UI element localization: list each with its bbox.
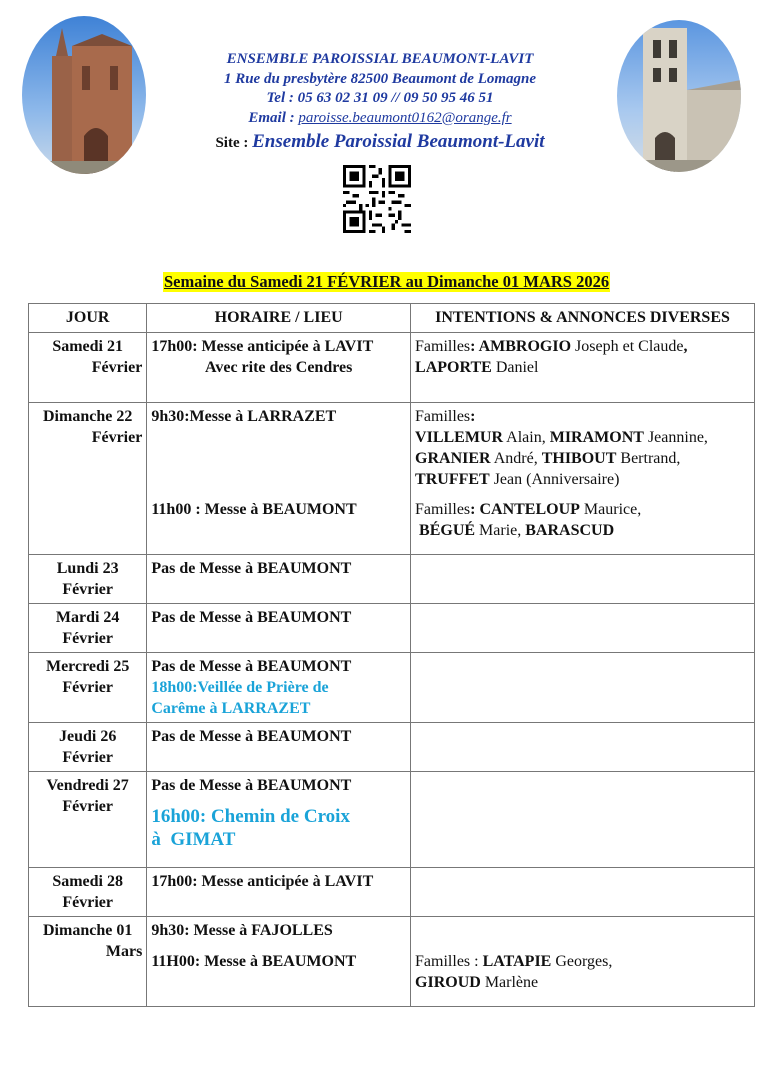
email-link[interactable]: paroisse.beaumont0162@orange.fr — [298, 109, 512, 126]
intent-cell — [411, 723, 755, 772]
table-row — [29, 868, 755, 917]
way-of-cross-line: 16h00: Chemin de Croix — [151, 806, 350, 827]
table-row — [29, 723, 755, 772]
mass-cell: Pas de Messe à BEAUMONT — [147, 555, 411, 604]
qr-code — [343, 165, 411, 233]
mass-cell: Pas de Messe à BEAUMONT — [147, 723, 411, 772]
intent-cell — [411, 604, 755, 653]
table-row — [29, 772, 755, 868]
address: 1 Rue du presbytère 82500 Beaumont de Lomagne — [223, 70, 537, 87]
table-header-row — [29, 304, 755, 333]
intent-cell: Familles : LATAPIE Georges, GIROUD Marlène — [411, 917, 755, 1007]
table-row — [29, 653, 755, 723]
schedule-table — [28, 303, 755, 1007]
table-row — [29, 333, 755, 403]
intent-cell: Familles: AMBROGIO Joseph et Claude, LAPORTE Daniel — [411, 333, 755, 403]
day-cell: Vendredi 27 Février — [29, 772, 147, 868]
org-name: ENSEMBLE PAROISSIAL BEAUMONT-LAVIT — [226, 51, 534, 67]
day-cell: Lundi 23 Février — [29, 555, 147, 604]
week-title: Semaine du Samedi 21 FÉVRIER au Dimanche 01 MARS 2026 — [164, 272, 610, 291]
way-of-cross-line: à GIMAT — [151, 829, 236, 850]
email-label: Email : — [248, 109, 299, 126]
table-row — [29, 917, 755, 1007]
day-cell: Jeudi 26 Février — [29, 723, 147, 772]
mass-cell: Pas de Messe à BEAUMONT 16h00: Chemin de Croix à GIMAT — [147, 772, 411, 868]
intent-cell — [411, 555, 755, 604]
header-horaire: HORAIRE / LIEU — [147, 304, 411, 333]
day-cell: Samedi 28 Février — [29, 868, 147, 917]
intent-cell — [411, 772, 755, 868]
site-label: Site : — [215, 135, 253, 151]
site-line — [150, 128, 610, 157]
church-photo-left — [22, 16, 146, 174]
header-intentions: INTENTIONS & ANNONCES DIVERSES — [411, 304, 755, 333]
mass-cell: 9h30:Messe à LARRAZET 11h00 : Messe à BEAUMONT — [147, 403, 411, 555]
header-jour: JOUR — [29, 304, 147, 333]
table-row — [29, 555, 755, 604]
day-cell: Dimanche 01 Mars — [29, 917, 147, 1007]
mass-cell: Pas de Messe à BEAUMONT — [147, 604, 411, 653]
intent-cell — [411, 653, 755, 723]
mass-cell: 17h00: Messe anticipée à LAVIT — [147, 868, 411, 917]
mass-cell: 9h30: Messe à FAJOLLES 11H00: Messe à BEAUMONT — [147, 917, 411, 1007]
vigil-line: Carême à LARRAZET — [151, 700, 311, 717]
table-row — [29, 604, 755, 653]
phone: Tel : 05 63 02 31 09 // 09 50 95 46 51 — [266, 90, 494, 106]
email-line — [150, 109, 610, 129]
day-cell: Samedi 21 Février — [29, 333, 147, 403]
intent-cell: Familles: VILLEMUR Alain, MIRAMONT Jeannine, GRANIER André, THIBOUT Bertrand, TRUFFET Jean (Anniversaire) Familles: CANTELOUP Maurice, BÉGUÉ Marie, BARASCUD — [411, 403, 755, 555]
parish-header — [150, 50, 610, 157]
site-link[interactable]: Ensemble Paroissial Beaumont-Lavit — [252, 131, 545, 152]
church-photo-right — [617, 20, 741, 172]
mass-cell: Pas de Messe à BEAUMONT 18h00:Veillée de Prière de Carême à LARRAZET — [147, 653, 411, 723]
day-cell: Mercredi 25 Février — [29, 653, 147, 723]
mass-cell: 17h00: Messe anticipée à LAVIT Avec rite des Cendres — [147, 333, 411, 403]
day-cell: Mardi 24 Février — [29, 604, 147, 653]
day-cell: Dimanche 22 Février — [29, 403, 147, 555]
intent-cell — [411, 868, 755, 917]
table-row — [29, 403, 755, 555]
vigil-line: 18h00:Veillée de Prière de — [151, 679, 329, 696]
